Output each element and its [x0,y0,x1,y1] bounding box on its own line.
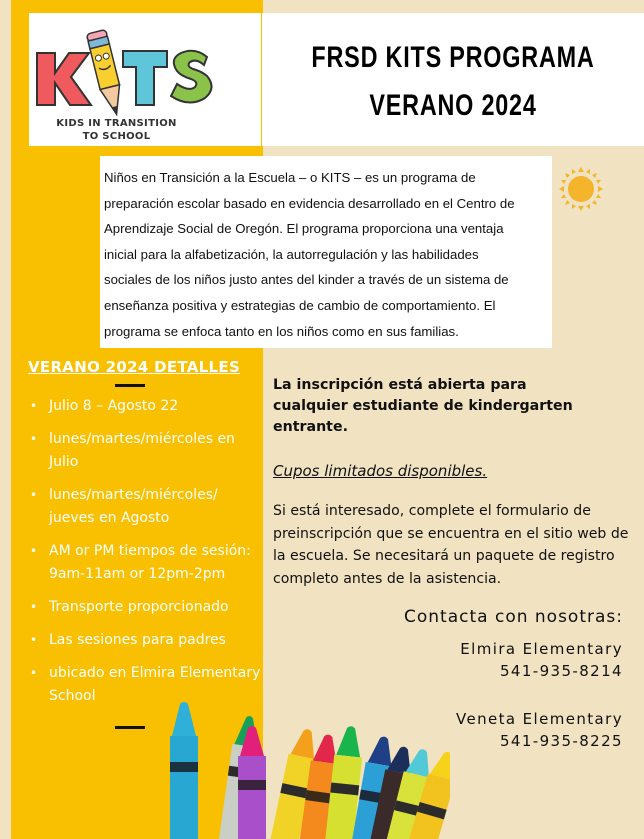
limited-spots-text: Cupos limitados disponibles. [273,462,488,480]
intro-line: inicial para la alfabetización, la autorregulación y las habilidades [104,246,479,262]
crayon-icon [170,702,198,839]
details-item: • lunes/martes/miércoles/ jueves en Agosto [30,484,262,530]
page-title-line-2: VERANO 2024 [369,89,537,122]
divider-top [115,384,145,387]
logo-letter-k [37,53,91,105]
intro-line: enseñanza positiva y estrategias de cambio de comportamiento. El [104,297,496,313]
intro-line: preparación escolar basado en evidencia desarrollado en el Centro de [104,195,515,211]
intro-line: Niños en Transición a la Escuela – o KITS – es un programa de [104,170,476,185]
intro-line: Aprendizaje Social de Oregón. El programa proporciona una ventaja [104,221,504,237]
details-item: • AM or PM tiempos de sesión: 9am-11am or 12pm-2pm [30,540,262,586]
intro-line: programa se enfoca tanto en los niños como en sus familias. [104,323,459,339]
title-panel [262,13,644,146]
registration-info: Si está interesado, complete el formulario de preinscripción que se encuentra en el sitio web de la escuela. Se necesitará un paquete de registro completo antes de la asistencia. [273,503,629,587]
contact-phone: 541-935-8214 [499,662,623,680]
details-item: • ubicado en Elmira Elementary School [30,662,262,708]
details-list [30,395,262,718]
sun-icon [558,166,604,212]
divider-bottom [115,726,145,729]
enrollment-open-text: La inscripción está abierta para cualquier estudiante de kindergarten entrante. [273,377,573,435]
page-title-line-1: FRSD KITS PROGRAMA [311,41,595,74]
logo-letter-s [171,51,212,103]
contact-phone: 541-935-8225 [499,732,623,750]
details-item: • Las sesiones para padres [30,629,262,652]
contact-school-name: Elmira Elementary [460,640,623,658]
logo-letter-t [123,51,167,105]
intro-line: sociales de los niños justo antes del kinder a través de un sistema de [104,272,509,288]
details-item: • Julio 8 – Agosto 22 [30,395,262,418]
intro-paragraph [100,156,552,348]
logo-tagline-1: KIDS IN TRANSITION [56,118,177,129]
logo-tagline-2: TO SCHOOL [82,131,151,142]
details-heading: VERANO 2024 DETALLES [28,358,241,376]
contact-school-name: Veneta Elementary [455,710,623,728]
contact-heading: Contacta con nosotras: [404,607,623,627]
details-item: • lunes/martes/miércoles en Julio [30,428,262,474]
pencil-mascot-icon [86,29,126,116]
details-item: • Transporte proporcionado [30,596,262,619]
crayons-image [150,696,450,839]
